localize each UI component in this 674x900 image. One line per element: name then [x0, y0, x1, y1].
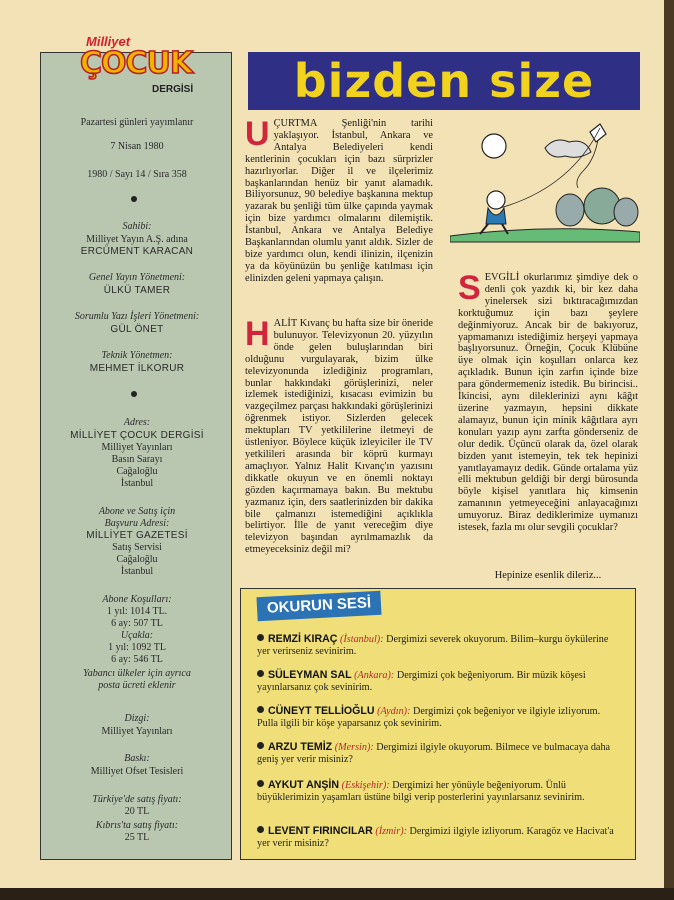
cyprus-price: 25 TL — [124, 832, 150, 843]
reader-city: (İzmir): — [375, 826, 407, 837]
page-title: bizden size — [293, 54, 595, 108]
bullet-icon — [257, 670, 264, 677]
price-line: 6 ay: 546 TL — [111, 654, 163, 665]
reader-message: Dergimizi severek okuyorum. Bilim–kurgu öykülerine yer verirseniz sevinirim. — [257, 634, 609, 657]
title-banner — [248, 52, 640, 110]
typesetting-label: Dizgi: — [124, 713, 150, 724]
price-line: 1 yıl: 1014 TL. — [106, 606, 168, 617]
owner-label: Sahibi: — [122, 221, 152, 232]
paragraph-text: EVGİLİ okurlarımız şimdiye dek o denli çok yazdık ki, bir kez daha yinelersek sizi bıktıracağımızdan korktuğumuz için bazı şeylere değinmiyoruz. Ancak bir de bakıyoruz, yapmamanızı istediğimiz herşeyi yapmaya başlıyorsunuz. Örneğin, Çocuk Klübüne üye olmak için koşulları onlarca kez açıkladık. Bunun için zarfın içinde bize para göndermemeniz istedik. Bu birincisi.. İkincisi, aynı dileklerinizi aynı kâğıt üzerine yazmayın, hepsini dikkate alamayız, bunun için minik kâğıtlara ayrı konuları yazıp aynı zarfta gönderseniz de olur dedik. Üçüncü olarak da, özel olarak bizden yanıt istemeyin, tek tek hepinizi yanıtlayamayız dedik. Günde ortalama yüz elli mektubun geldiği bir dergi bürosunda böyle kişisel yanıtlara hiç kimsenin zamanının yetmeyeceğini anlayacağınızı umuyoruz. Biraz dediklerimize uymanızı istesek, fazla mı olur sevgili çocuklar? — [458, 272, 638, 534]
bullet-icon — [257, 634, 264, 641]
reader-city: (İstanbul): — [340, 634, 384, 645]
subscription-line: MİLLİYET GAZETESİ — [86, 530, 188, 541]
turkey-price: 20 TL — [124, 806, 150, 817]
reader-name: REMZİ KIRAÇ — [268, 633, 338, 645]
turkey-price-label: Türkiye'de satış fiyatı: — [92, 794, 182, 805]
address-line: MİLLİYET ÇOCUK DERGİSİ — [70, 430, 204, 441]
subscription-line: Satış Servisi — [112, 542, 162, 553]
print-label: Baskı: — [124, 753, 150, 764]
price-line: 6 ay: 507 TL — [111, 618, 163, 629]
bullet-icon — [257, 742, 264, 749]
bullet-icon — [257, 826, 264, 833]
subscription-label: Abone ve Satış için — [98, 506, 176, 517]
paragraph-text: ALİT Kıvanç bu hafta size bir öneride bulunuyor. Televizyonun 20. yüzyılın önde gelen buluşlarından biri olduğunu vurgulayarak, bizim ülke televizyonunda izlediğiniz programları, bunlar hakkındaki görüşlerinizi, neler izlemek istediğinizi, kısacası evimizin bu vazgeçilmez parçası hakkındaki görüşlerinizi öğrenmek istiyor. Sizlerden gelecek mektupları TV yetkililerine iletmeyi de üstleniyor. Böylece küçük izleyiciler ile TV yetkilileri arasında bir köprü kurmayı amaçlıyor. Yalnız Halit Kıvanç'ın yazısını dikkatle okuyun ve en önemli noktayı gözden kaçırmamaya bakın. Bu mektubu yazmanız için, ders saatlerinizden bir dakika bile çalmanızı istemediğini açıklıkla belirtiyor. İlle de yanıt vereceğim diye televizyon başından ayrılmamazlık da etmeyeceksiniz değil mi? — [245, 318, 433, 556]
article-paragraph-ucurtma — [245, 115, 433, 285]
issue-date: 7 Nisan 1980 — [110, 141, 164, 152]
schedule-text: Pazartesi günleri yayımlanır — [80, 117, 194, 128]
reader-name: CÜNEYT TELLİOĞLU — [268, 705, 375, 717]
typesetting-name: Milliyet Yayınları — [101, 726, 173, 737]
address-line: Cağaloğlu — [116, 466, 158, 477]
reader-message: Dergimizi çok beğeniyorum. Bir müzik köşesi yayınlarsanız çok sevinirim. — [257, 670, 586, 693]
reader-city: (Ankara): — [354, 670, 395, 681]
okurun-sesi-title: OKURUN SESİ — [256, 591, 381, 621]
address-line: Basın Sarayı — [111, 454, 163, 465]
paragraph-text: ÇURTMA Şenliği'nin tarihi yaklaşıyor. İstanbul, Ankara ve Antalya Belediyeleri kendi kentlerinin çocukları için bazı sürprizler hazırlıyorlar. Diğer il ve ilçelerimiz başkanlarından henüz bir yanıt alamadık. Biliyorsunuz, 90 belediye başkanına mektup yazarak bu şenliği tüm ülke çapında yaymak için bize yardımcı olmalarını dilemiştik. İstanbul, Ankara ve Antalya Belediye Başkanlarından olumlu yanıt aldık. Sizler de bize yardımcı olun, kendi ilinizin, ilçenizin ya da köyünüzün bu şenliğe katılması için elinizden geleni yapmaya çalışın. — [245, 118, 433, 284]
drop-cap: H — [245, 315, 270, 353]
subscription-line: Cağaloğlu — [116, 554, 158, 565]
drop-cap: S — [458, 269, 481, 307]
airmail-label: Uçakla: — [120, 630, 154, 641]
issue-number: 1980 / Sayı 14 / Sıra 358 — [87, 169, 187, 180]
reader-letter — [257, 825, 623, 850]
editor-label: Sorumlu Yazı İşleri Yönetmeni: — [74, 311, 200, 322]
separator-dot — [131, 391, 137, 397]
reader-city: (Eskişehir): — [341, 780, 390, 791]
reader-letter — [257, 633, 623, 658]
gm-label: Genel Yayın Yönetmeni: — [88, 272, 186, 283]
kite-boy-illustration — [450, 118, 640, 258]
foreign-note: posta ücreti eklenir — [98, 680, 176, 691]
address-label: Adres: — [123, 417, 151, 428]
logo-cocuk: ÇOCUK — [80, 46, 193, 81]
tech-label: Teknik Yönetmen: — [101, 350, 173, 361]
article-paragraph-sevgili — [458, 269, 638, 534]
magazine-logo — [78, 34, 198, 104]
reader-message: Dergimizi çok beğeniyor ve ilgiyle izliyorum. Pulla ilgili bir köşe yaparsanız çok sevinirim. — [257, 706, 601, 729]
bullet-icon — [257, 706, 264, 713]
reader-name: LEVENT FIRINCILAR — [268, 825, 373, 837]
reader-letter — [257, 705, 623, 730]
reader-name: SÜLEYMAN SAL — [268, 669, 352, 681]
reader-letter — [257, 741, 623, 766]
masthead-box — [40, 52, 232, 860]
address-line: İstanbul — [120, 478, 154, 489]
price-line: 1 yıl: 1092 TL — [108, 642, 166, 653]
drop-cap: U — [245, 115, 270, 153]
page-bottom-shadow — [0, 888, 674, 900]
reader-message: Dergimizi ilgiyle izliyorum. Karagöz ve Hacivat'a yer verir misiniz? — [257, 826, 614, 849]
owner-line: Milliyet Yayın A.Ş. adına — [86, 234, 188, 245]
reader-name: ARZU TEMİZ — [268, 741, 333, 753]
reader-name: AYKUT ANŞİN — [268, 779, 340, 791]
owner-name: ERCÜMENT KARACAN — [80, 246, 194, 257]
subscription-label: Başvuru Adresi: — [104, 518, 170, 529]
editor-name: GÜL ÖNET — [110, 324, 164, 335]
cyprus-price-label: Kıbrıs'ta satış fiyatı: — [95, 820, 179, 831]
article-paragraph-halit — [245, 315, 433, 556]
okurun-sesi-box — [240, 588, 636, 860]
separator-dot — [131, 196, 137, 202]
reader-message: Dergimizi her yönüyle beğeniyorum. Ünlü büyüklerimizin yaşamları üstüne bilgi verip posterlerini yayınlarsanız sevinirim. — [257, 780, 585, 803]
reader-letter — [257, 669, 623, 694]
conditions-label: Abone Koşulları: — [102, 594, 172, 605]
page-edge-shadow — [664, 0, 674, 900]
reader-message: Dergimizi ilgiyle okuyorum. Bilmece ve bulmacaya daha geniş yer verir misiniz? — [257, 742, 611, 765]
gm-name: ÜLKÜ TAMER — [103, 285, 171, 296]
subscription-line: İstanbul — [120, 566, 154, 577]
signoff: Hepinize esenlik dileriz... — [494, 570, 602, 581]
foreign-note: Yabancı ülkeler için ayrıca — [83, 668, 191, 679]
logo-dergisi: DERGİSİ — [152, 84, 194, 95]
reader-city: (Mersin): — [334, 742, 374, 753]
bullet-icon — [257, 780, 264, 787]
logo-milliyet: Milliyet — [86, 34, 131, 49]
address-line: Milliyet Yayınları — [101, 442, 173, 453]
reader-letter — [257, 779, 623, 804]
reader-city: (Aydın): — [377, 706, 411, 717]
tech-name: MEHMET İLKORUR — [89, 363, 185, 374]
print-name: Milliyet Ofset Tesisleri — [90, 766, 184, 777]
